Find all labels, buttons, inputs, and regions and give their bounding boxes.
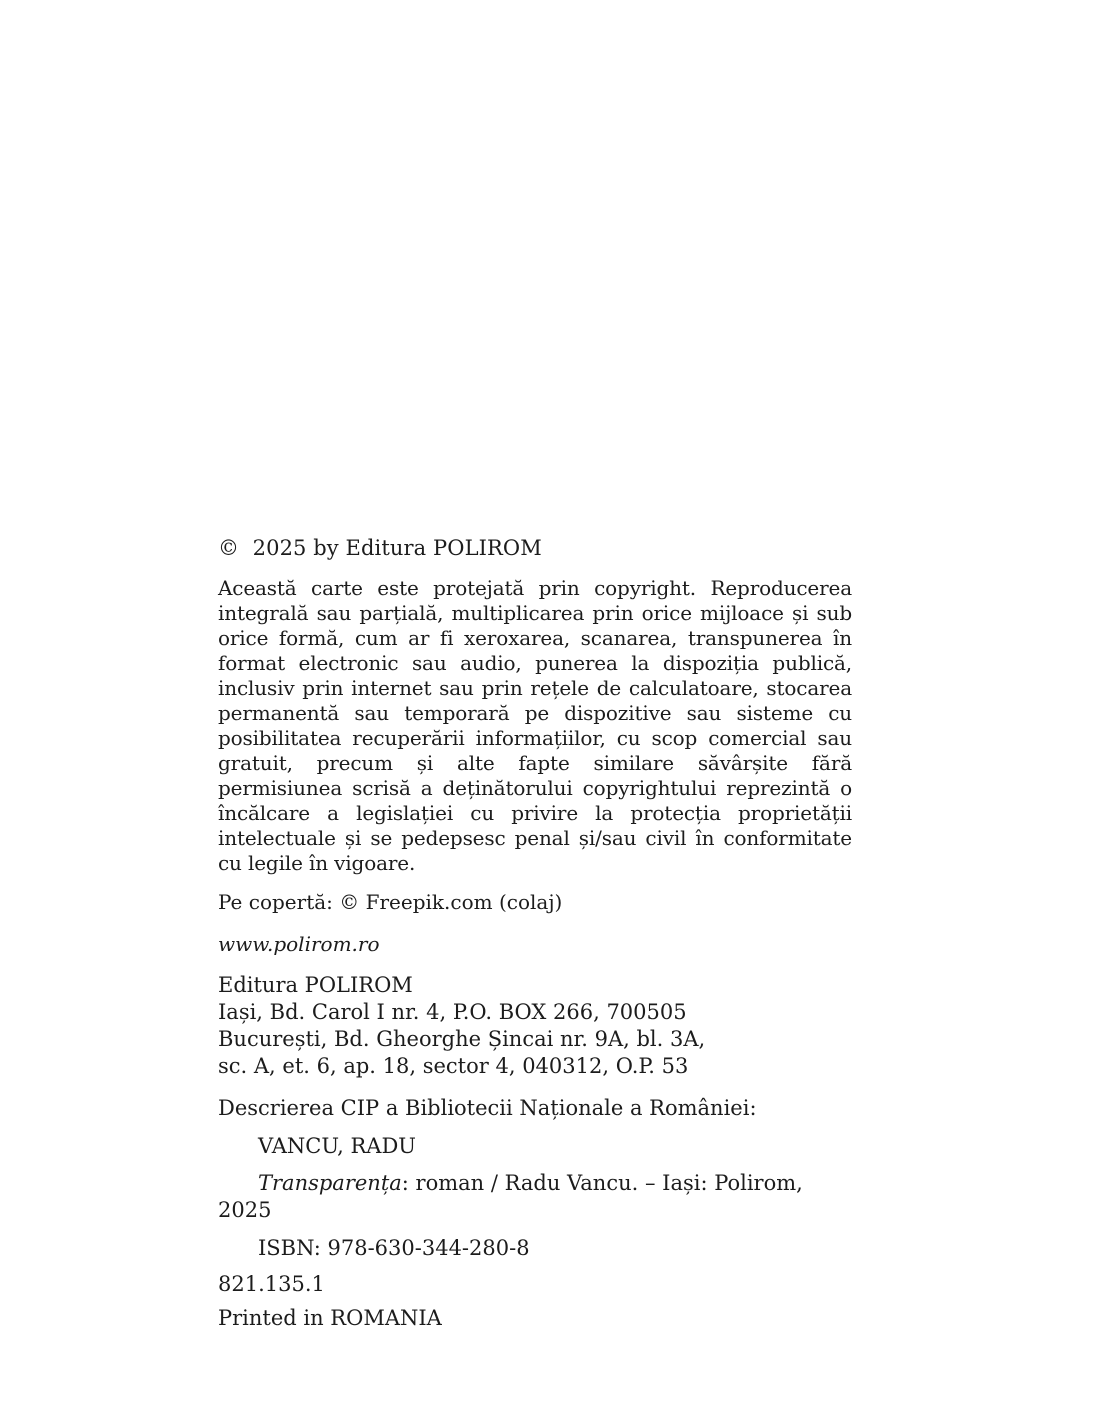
- publisher-address-iasi: Iași, Bd. Carol I nr. 4, P.O. BOX 266, 700505: [218, 1000, 687, 1024]
- copyright-page: [218, 534, 852, 1332]
- cip-block: [218, 1094, 852, 1262]
- printed-in: Printed in ROMANIA: [218, 1306, 442, 1330]
- classification-number: 821.135.1: [218, 1272, 325, 1296]
- website-link[interactable]: www.polirom.ro: [218, 932, 380, 956]
- cip-isbn: ISBN: 978-630-344-280-8: [258, 1236, 530, 1260]
- cip-heading: Descrierea CIP a Bibliotecii Naționale a României:: [218, 1096, 757, 1120]
- legal-notice: Această carte este protejată prin copyright. Reproducerea integrală sau parțială, multiplicarea prin orice mijloace și sub orice formă, cum ar fi xeroxarea, scanarea, transpunerea în format electronic sau audio, punerea la dispoziția publică, inclusiv prin internet sau prin rețele de calculatoare, stocarea permanentă sau temporară pe dispozitive sau sisteme cu posibilitatea recuperării informațiilor, cu scop comercial sau gratuit, precum și alte fapte similare săvârșite fără permisiunea scrisă a deținătorului copyrightului reprezintă o încălcare a legislației cu privire la protecția proprietății intelectuale și se pedepsesc penal și/sau civil în conformitate cu legile în vigoare.: [218, 576, 852, 875]
- cip-title-entry: [218, 1170, 852, 1224]
- cip-book-title: Transparența: [258, 1171, 402, 1195]
- cip-author: VANCU, RADU: [258, 1134, 416, 1158]
- cip-title-details: : roman / Radu Vancu. – Iași: Polirom, 2025: [218, 1171, 803, 1222]
- copyright-line: © 2025 by Editura POLIROM: [218, 536, 542, 560]
- publisher-name: Editura POLIROM: [218, 973, 413, 997]
- publisher-address-bucuresti-line-2: sc. A, et. 6, ap. 18, sector 4, 040312, O.P. 53: [218, 1054, 689, 1078]
- publisher-address-bucuresti-line-1: București, Bd. Gheorghe Șincai nr. 9A, bl. 3A,: [218, 1027, 706, 1051]
- publisher-block: [218, 972, 852, 1080]
- cover-credit: Pe copertă: © Freepik.com (colaj): [218, 890, 563, 914]
